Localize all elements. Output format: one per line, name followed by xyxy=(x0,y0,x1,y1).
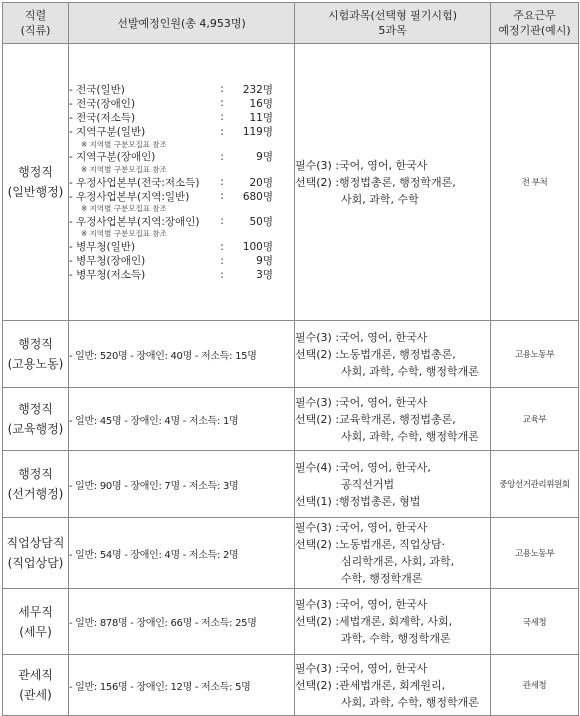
recruit-item-count: 100명 xyxy=(242,241,273,254)
recruit-item-label: - 병무청(저소득) xyxy=(69,269,146,282)
subject-key: 필수(3) : xyxy=(295,598,340,611)
subject-continuation: 사회, 과학, 수학, 행정학개론 xyxy=(341,695,479,709)
recruit-item-label: - 전국(일반) xyxy=(69,83,125,96)
subject-value: 세법개론, 회계학, 사회, xyxy=(339,615,453,628)
recruit-item-label: - 지역구분(일반) xyxy=(69,126,146,139)
subject-key: 선택(2) : xyxy=(295,347,340,361)
recruit-item-colon: : xyxy=(220,83,224,96)
table-row xyxy=(3,44,579,321)
recruit-cell: - 일반: 90명 - 장애인: 7명 - 저소득: 3명 xyxy=(69,451,295,518)
agency-cell: 고용노동부 xyxy=(491,321,579,388)
job-job-line2: (일반행정) xyxy=(7,185,64,199)
recruit-item-label: - 병무청(장애인) xyxy=(69,255,146,268)
recruit-cell: - 일반: 520명 - 장애인: 40명 - 저소득: 15명 xyxy=(69,321,295,388)
recruit-item-count: 680명 xyxy=(242,190,273,203)
subjects-cell xyxy=(295,589,491,655)
recruit-item-colon: : xyxy=(220,190,224,203)
recruit-item-colon: : xyxy=(220,125,224,138)
recruit-item-label: - 우정사업본부(전국:저소득) xyxy=(69,176,200,189)
subject-line xyxy=(295,329,490,346)
job-job-line2: (선거행정) xyxy=(7,487,64,501)
job-job-line2: (교육행정) xyxy=(7,422,64,436)
recruit-item-count: 3명 xyxy=(256,269,273,282)
recruit-item-label: - 전국(장애인) xyxy=(69,97,136,110)
recruit-item-colon: : xyxy=(220,215,224,228)
recruit-item-count: 11명 xyxy=(249,111,273,124)
subject-key: 선택(2) : xyxy=(295,175,340,189)
header-job xyxy=(3,3,69,44)
table-row xyxy=(3,518,579,589)
agency-cell: 고용노동부 xyxy=(491,518,579,589)
subject-value: 국어, 영어, 한국사 xyxy=(339,395,428,409)
recruit-cell: - 일반: 54명 - 장애인: 4명 - 저소득: 2명 xyxy=(69,518,295,589)
header-recruit: 선발예정인원(총 4,953명) xyxy=(69,3,295,44)
subject-key: 선택(2) : xyxy=(295,538,340,551)
table-header xyxy=(3,3,579,44)
subject-line xyxy=(295,677,490,694)
recruit-item xyxy=(69,82,294,96)
recruit-item-label: - 지역구분(장애인) xyxy=(69,151,156,164)
subject-key: 선택(2) : xyxy=(295,615,340,628)
subject-value: 행정법총론, 형법 xyxy=(339,494,421,508)
recruit-item xyxy=(69,125,294,139)
recruit-item-count: 232명 xyxy=(242,83,273,96)
job-cell xyxy=(3,451,69,518)
subject-continuation: 수학, 행정학개론 xyxy=(341,572,423,585)
recruit-item xyxy=(69,96,294,110)
recruit-item-colon: : xyxy=(220,254,224,267)
header-agency xyxy=(491,3,579,44)
job-cell xyxy=(3,589,69,655)
recruit-item-colon: : xyxy=(220,268,224,281)
recruit-item-count: 9명 xyxy=(256,255,273,268)
recruit-item xyxy=(69,110,294,124)
recruit-item-label: - 우정사업본부(지역:일반) xyxy=(69,190,190,203)
subject-key: 필수(4) : xyxy=(295,460,340,474)
recruit-item xyxy=(69,214,294,228)
subject-line xyxy=(295,596,490,613)
table-row xyxy=(3,388,579,451)
recruit-cell: - 일반: 45명 - 장애인: 4명 - 저소득: 1명 xyxy=(69,388,295,451)
subject-line xyxy=(295,411,490,428)
recruit-item-colon: : xyxy=(220,150,224,163)
job-job-line1: 직업상담직 xyxy=(6,536,65,550)
job-job-line1: 행정직 xyxy=(18,337,53,351)
recruit-note: ※ 지역별 구분모집표 참조 xyxy=(81,164,167,174)
subject-key: 선택(2) : xyxy=(295,412,340,426)
subject-line xyxy=(295,174,490,191)
recruit-note: ※ 지역별 구분모집표 참조 xyxy=(81,229,167,239)
recruit-item-colon: : xyxy=(220,97,224,110)
subjects-cell xyxy=(295,451,491,518)
job-job-line1: 세무직 xyxy=(18,604,53,619)
recruit-item-count: 16명 xyxy=(249,97,273,110)
recruit-item xyxy=(69,150,294,164)
subjects-cell xyxy=(295,655,491,716)
subject-value: 국어, 영어, 한국사 xyxy=(339,521,428,534)
subject-value: 행정법총론, 행정학개론, xyxy=(339,175,456,189)
subject-line xyxy=(295,493,490,510)
recruit-note: ※ 지역별 구분모집표 참조 xyxy=(81,139,167,149)
recruit-item-count: 50명 xyxy=(249,215,273,228)
header-job-line2: (직류) xyxy=(20,24,51,37)
recruit-item-colon: : xyxy=(220,111,224,124)
table-body xyxy=(3,44,579,716)
subject-line xyxy=(295,394,490,411)
recruit-item xyxy=(69,175,294,189)
recruit-item xyxy=(69,239,294,253)
subject-value: 교육학개론, 행정법총론, xyxy=(339,412,456,426)
header-agency-line1: 주요근무 xyxy=(513,9,556,22)
recruit-note: ※ 지역별 구분모집표 참조 xyxy=(81,204,167,214)
subject-value: 국어, 영어, 한국사 xyxy=(339,661,428,675)
table-row xyxy=(3,451,579,518)
subject-value: 관세법개론, 회계원리, xyxy=(339,678,446,692)
job-cell xyxy=(3,321,69,388)
subject-continuation: 사회, 과학, 수학, 행정학개론 xyxy=(341,364,479,378)
agency-cell: 관세청 xyxy=(491,655,579,716)
table-row xyxy=(3,589,579,655)
header-subjects-line1: 시험과목(선택형 필기시험) xyxy=(328,9,457,22)
subject-value: 국어, 영어, 한국사 xyxy=(339,330,428,344)
job-job-line2: (관세) xyxy=(19,688,52,702)
job-job-line1: 행정직 xyxy=(18,467,53,481)
job-job-line1: 행정직 xyxy=(18,165,53,179)
job-cell xyxy=(3,655,69,716)
agency-cell: 국세청 xyxy=(491,589,579,655)
recruit-cell xyxy=(69,44,295,321)
table-row xyxy=(3,655,579,716)
subject-value: 노동법개론, 행정법총론, xyxy=(339,347,456,361)
recruit-item xyxy=(69,254,294,268)
agency-cell: 중앙선거관리위원회 xyxy=(491,451,579,518)
subject-key: 선택(2) : xyxy=(295,678,340,692)
subject-continuation: 심리학개론, 사회, 과학, xyxy=(341,555,455,568)
subject-value: 국어, 영어, 한국사, xyxy=(339,460,431,474)
header-agency-line2: 예정기관(예시) xyxy=(498,24,571,37)
subject-line xyxy=(295,660,490,677)
recruit-cell: - 일반: 878명 - 장애인: 66명 - 저소득: 25명 xyxy=(69,589,295,655)
header-subjects-line2: 5과목 xyxy=(378,24,407,37)
subject-key: 선택(1) : xyxy=(295,494,340,508)
recruit-item-label: - 병무청(일반) xyxy=(69,241,136,254)
subjects-cell xyxy=(295,321,491,388)
job-job-line1: 관세직 xyxy=(18,668,53,682)
subject-continuation: 사회, 과학, 수학 xyxy=(341,192,419,206)
subject-continuation: 공직선거법 xyxy=(341,477,395,491)
subject-continuation: 사회, 과학, 수학, 행정학개론 xyxy=(341,429,479,443)
subjects-cell xyxy=(295,388,491,451)
job-job-line2: (고용노동) xyxy=(7,357,64,371)
job-job-line2: (세무) xyxy=(19,624,52,639)
recruit-item-count: 119명 xyxy=(242,126,273,139)
job-cell xyxy=(3,388,69,451)
job-cell xyxy=(3,44,69,321)
recruit-item-colon: : xyxy=(220,240,224,253)
agency-cell: 전 부처 xyxy=(491,44,579,321)
subject-key: 필수(3) : xyxy=(295,521,340,534)
subject-line xyxy=(295,459,490,476)
subject-line xyxy=(295,536,490,553)
subject-value: 노동법개론, 직업상담· xyxy=(339,538,446,551)
recruit-item-colon: : xyxy=(220,176,224,188)
recruit-item xyxy=(69,189,294,203)
recruit-item-count: 20명 xyxy=(249,176,273,189)
recruit-item xyxy=(69,268,294,282)
subject-key: 필수(3) : xyxy=(295,330,340,344)
recruitment-table xyxy=(2,2,579,716)
job-job-line1: 행정직 xyxy=(18,402,53,416)
subject-line xyxy=(295,613,490,630)
header-subjects xyxy=(295,3,491,44)
recruit-item-label: - 우정사업본부(지역:장애인) xyxy=(69,215,200,228)
job-job-line2: (직업상담) xyxy=(7,556,64,570)
recruit-item-count: 9명 xyxy=(256,151,273,164)
subject-key: 필수(3) : xyxy=(295,395,340,409)
subject-key: 필수(3) : xyxy=(295,661,340,675)
subject-value: 국어, 영어, 한국사 xyxy=(339,598,428,611)
subject-continuation: 과학, 수학, 행정학개론 xyxy=(341,632,451,645)
subject-line xyxy=(295,519,490,536)
table-row xyxy=(3,321,579,388)
subjects-cell xyxy=(295,44,491,321)
recruit-cell: - 일반: 156명 - 장애인: 12명 - 저소득: 5명 xyxy=(69,655,295,716)
subject-line xyxy=(295,157,490,174)
header-job-line1: 직렬 xyxy=(24,9,47,22)
subject-key: 필수(3) : xyxy=(295,158,340,172)
recruit-item-label: - 전국(저소득) xyxy=(69,111,136,124)
subjects-cell xyxy=(295,518,491,589)
subject-line xyxy=(295,346,490,363)
agency-cell: 교육부 xyxy=(491,388,579,451)
subject-value: 국어, 영어, 한국사 xyxy=(339,158,428,172)
job-cell xyxy=(3,518,69,589)
